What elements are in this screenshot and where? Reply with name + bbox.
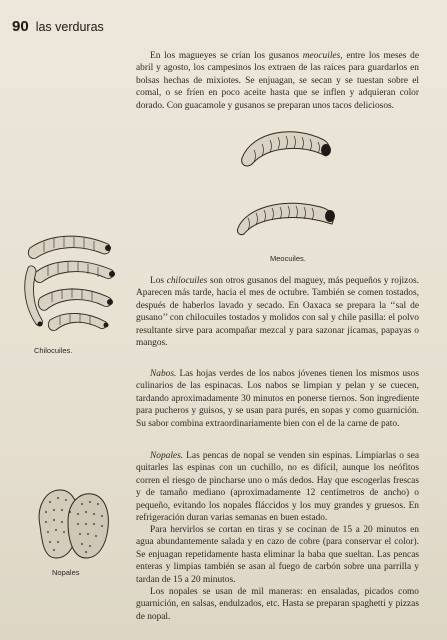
paragraph-nopales [136,450,419,524]
page-number: 90 [12,18,29,35]
nopales-cactus-pad-icon [32,486,112,562]
caption-meocuiles: Meocuiles. [270,254,306,263]
text-run: Los [150,276,167,286]
paragraph-chilocuiles [136,275,419,349]
page-header [12,18,104,36]
emphasis-term: Nabos. [150,369,177,379]
text-run: Las pencas de nopal se venden sin espinas. Limpiarlas o sea quitarles las espinas con un cuchillo, no es difícil, aunque los neófitos corren el riesgo de pincharse uno o más dedos. Hay que escogerlas frescas y de tamaño mediano (aproximadamente 12 centímetros de ancho) o pequeño, evitando los nopales fláccidos y los muy grandes y gruesos. En refrigeración duran varias semanas en buen estado. [136,451,419,524]
paragraph-usos-nopales: Los nopales se usan de mil maneras: en ensaladas, picados como guarnición, en salsas, endulzados, etc. Hasta se preparan spaghetti y pizzas de nopal. [136,587,419,622]
text-run: son otros gusanos del maguey, más pequeños y rojizos. Aparecen más tarde, hacia el mes de octubre. También se comen tostados, después de haberlos lavado y secado. En Oaxaca se prepara la ‘‘sal de gusano’’ con chilocuiles tostados y molidos con sal y chile pasilla: el polvo resultante sirve para acompañar mezcal y para sazonar jícamas, papayas o mangos. [136,276,419,349]
text-run: En los magueyes se crían los gusanos [150,51,303,61]
paragraph-meocuiles [136,50,419,112]
chilocuiles-worm-icon [20,228,126,340]
text-run: , entre los meses de abril y agosto, los campesinos los extraen de las raíces para guardarlos en bolsas hechas de mixiotes. Se enjuagan, se secan y se tuestan sobre el comal, o se fríen en poco aceite hasta que se inflen y adquieran color dorado. Con guacamole y gusanos se preparan unos tacos deliciosos. [136,51,420,111]
emphasis-term: meocuiles [302,51,341,61]
emphasis-term: Nopales. [150,451,184,461]
caption-chilocuiles: Chilocuiles. [34,346,73,355]
caption-nopales: Nopales [52,568,80,577]
paragraph-hervirlos: Para hervirlos se cortan en tiras y se cocinan de 15 a 20 minutos en agua abundantemente salada y en cazo de cobre (para conservar el color). Se enjuagan repetidamente hasta eliminar la baba que sueltan. Las pencas enteras y limpias también se asan al fuego de carbón sobre una parrilla y tardan de 15 a 20 minutos. [136,525,419,585]
meocuiles-worm-icon [232,120,344,245]
emphasis-term: chilocuiles [166,276,208,286]
paragraph-nabos [136,368,419,430]
section-title: las verduras [35,20,104,34]
text-run: Las hojas verdes de los nabos jóvenes tienen los mismos usos culinarios de las espinacas. Los nabos se limpian y pelan y se cuecen, tardando aproximadamente 30 minutos en ponerse tiernos. Son ingrediente para pucheros y guisos, y se usan para purés, en sopas y como guarnición. Su sabor combina extraordinariamente bien con el de la carne de pato. [136,369,419,429]
